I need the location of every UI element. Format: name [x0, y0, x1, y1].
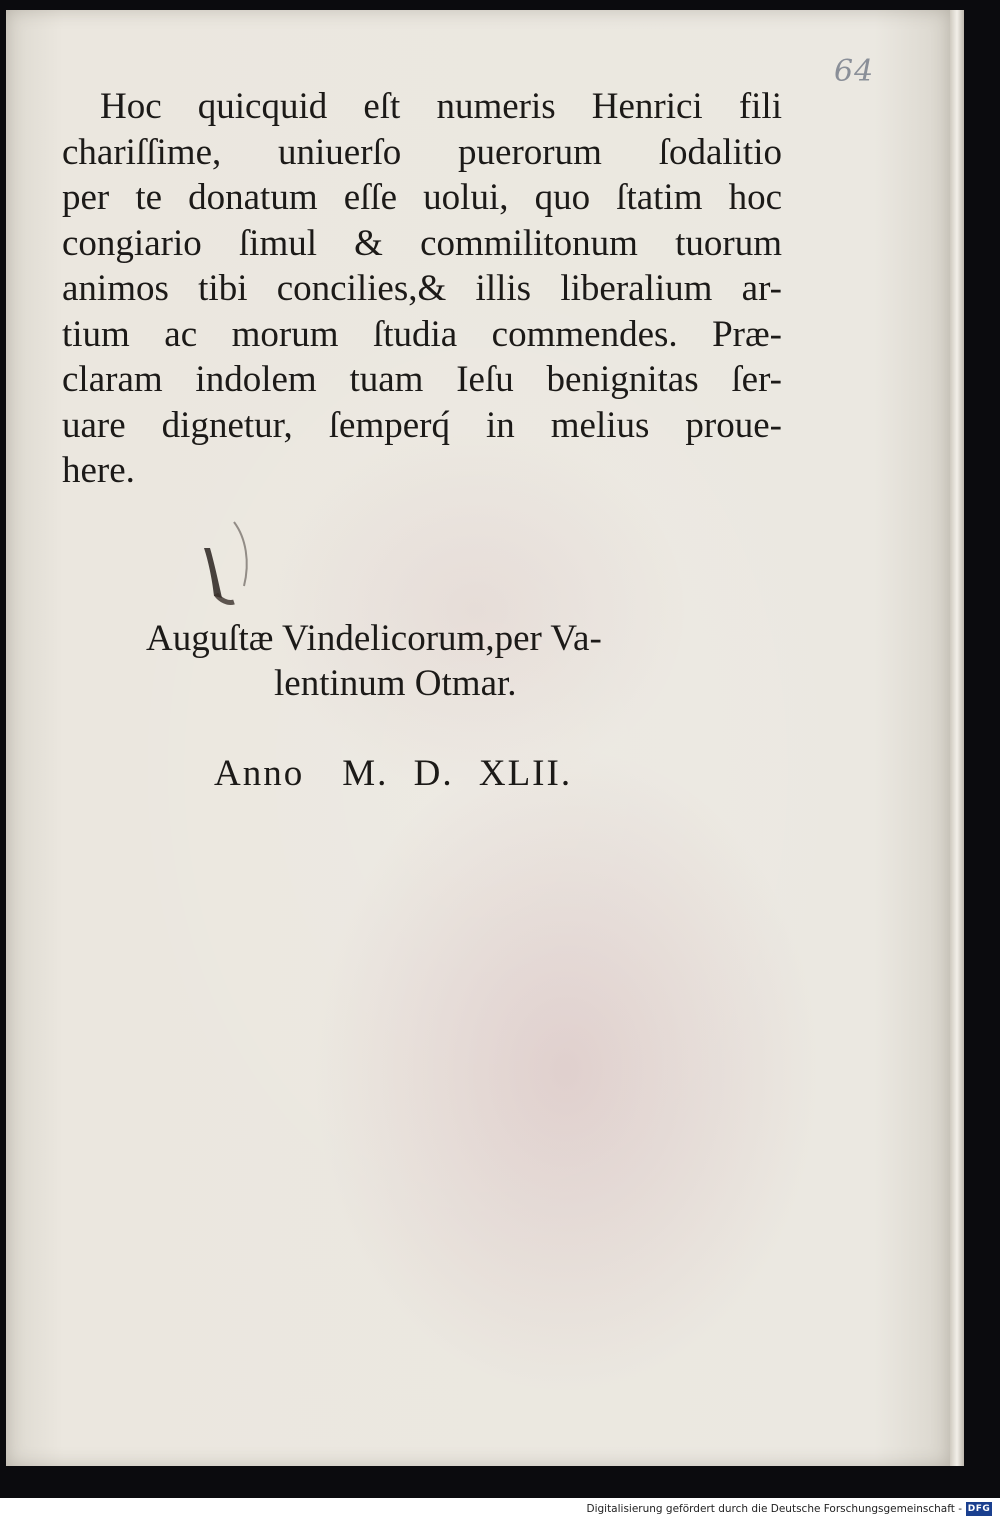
- dfg-logo-icon[interactable]: DFG: [967, 1504, 991, 1514]
- publication-date: [214, 752, 572, 795]
- text-line: uare dignetur, ſemperq́ in melius proue-: [62, 404, 782, 446]
- text-line: animos tibi concilies,& illis liberalium ar-: [62, 268, 782, 309]
- text-line: claram indolem tuam Ieſu benignitas ſer-: [62, 359, 782, 400]
- book-page: [6, 10, 950, 1466]
- text-line: here.: [62, 450, 135, 491]
- folio-number: 64: [834, 54, 875, 89]
- dedication-paragraph: [62, 84, 782, 494]
- text-line: congiario ſimul & commilitonum tuorum: [62, 222, 782, 264]
- imprint-line: lentinum Otmar.: [274, 663, 517, 704]
- date-word: Anno: [214, 753, 305, 794]
- text-line: chariſſime, uniuerſo puerorum ſodalitio: [62, 131, 782, 173]
- printer-imprint: [146, 616, 726, 706]
- text-line: per te donatum eſſe uolui, quo ſtatim hoc: [62, 177, 782, 218]
- funding-credit: Digitalisierung gefördert durch die Deutsche Forschungsgemeinschaft -: [586, 1503, 962, 1515]
- footer-bar: [0, 1498, 1000, 1521]
- imprint-line: Auguſtæ Vindelicorum,per Va-: [146, 618, 602, 659]
- page-edge: [950, 10, 964, 1466]
- text-line: tium ac morum ſtudia commendes. Præ-: [62, 313, 782, 355]
- ink-blot-mark: [194, 518, 254, 614]
- text-line: Hoc quicquid eſt numeris Henrici fili: [100, 86, 782, 127]
- date-numerals: M. D. XLII.: [342, 753, 573, 794]
